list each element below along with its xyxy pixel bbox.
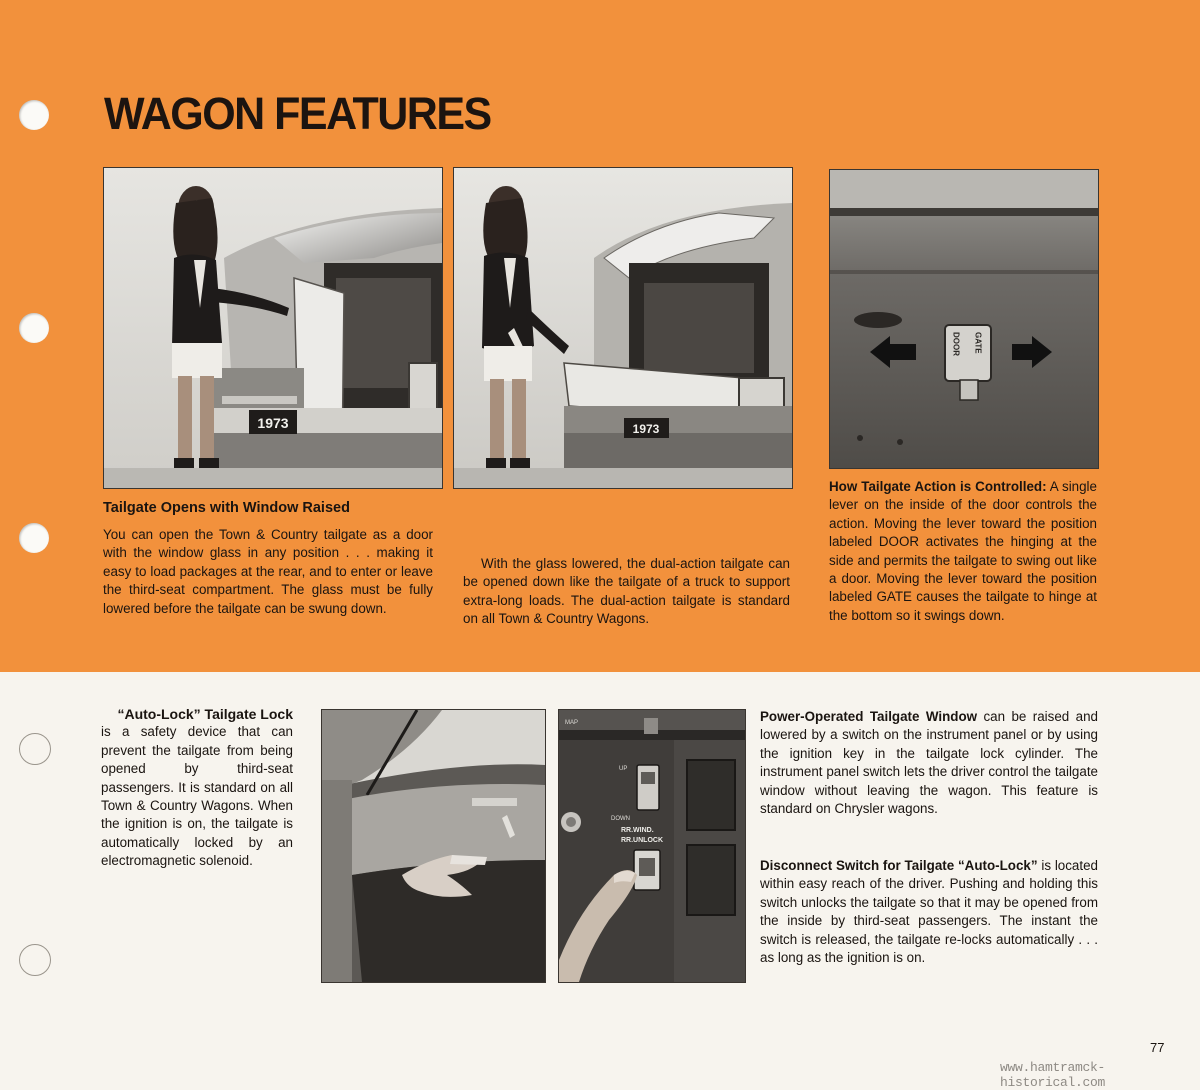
switch-label-up: UP [619,766,628,772]
heading-power-window: Power-Operated Tailgate Window [760,709,978,724]
tailgate-control-body: A single lever on the inside of the door controls the action. Moving the lever toward the position labeled DOOR activates the hinging at the side and permits the tailgate to swing out like a door. Moving the lever toward the position labeled GATE causes the tailgate to hinge at the bottom so it swings down. [829,479,1097,623]
switch-label-down: DOWN [611,816,630,822]
page-number: 77 [1150,1040,1165,1055]
punch-hole [19,313,49,343]
punch-hole [19,944,51,976]
heading-disconnect-switch: Disconnect Switch for Tailgate “Auto-Lock” [760,858,1038,873]
switch-label-unlock: RR.UNLOCK [621,837,663,844]
watermark: www.hamtramck-historical.com [1000,1060,1106,1090]
autolock-body: is a safety device that can prevent the tailgate from being opened by third-seat passengers. It is standard on all Town & Country Wagons. When the ignition is on, the tailgate is automatically locked by an electromagnetic solenoid. [101,724,293,869]
license-plate: 1973 [632,422,660,436]
power-window-body: can be raised and lowered by a switch on the instrument panel or by using the ignition key in the tailgate lock cylinder. The instrument panel switch lets the driver control the tailgate window without leaving the wagon. This feature is standard on Chrysler wagons. [760,709,1098,817]
text-tailgate-opens: You can open the Town & Country tailgate as a door with the window glass in any position . . . making it easy to load packages at the rear, and to enter or leave the third-seat compartment. The glass must be fully lowered before the tailgate can be swung down. [103,527,433,616]
text-dual-action: With the glass lowered, the dual-action tailgate can be opened down like the tailgate of a truck to support extra-long loads. The dual-action tailgate is standard on all Town & Country Wagons. [463,556,790,627]
lever-label-door: DOOR [951,332,961,356]
punch-hole [19,733,51,765]
text-autolock [101,705,293,871]
punch-hole [19,523,49,553]
switch-label-map: MAP [565,720,579,726]
disconnect-switch-body: is located within easy reach of the driver. Pushing and holding this switch unlocks the tailgate so that it may be opened from the inside by third-seat passengers. The instant the switch is released, the tailgate re-locks automatically . . . as long as the ignition is on. [760,858,1098,966]
punch-hole [19,100,49,130]
photo-tailgate-lever [829,169,1099,469]
page-title: WAGON FEATURES [104,88,491,140]
text-disconnect-switch [760,857,1098,967]
lever-label-gate: GATE [973,332,983,354]
photo-disconnect-switch [558,709,746,983]
heading-tailgate-opens: Tailgate Opens with Window Raised [103,500,350,516]
text-tailgate-control [829,478,1097,625]
photo-tailgate-door-open [103,167,443,489]
text-power-window [760,708,1098,818]
switch-label-wind: RR.WIND. [621,827,654,834]
license-plate: 1973 [257,415,289,431]
photo-tailgate-down-open [453,167,793,489]
heading-tailgate-control: How Tailgate Action is Controlled: [829,479,1047,494]
heading-autolock: “Auto-Lock” Tailgate Lock [117,706,293,722]
photo-tailgate-handle [321,709,546,983]
